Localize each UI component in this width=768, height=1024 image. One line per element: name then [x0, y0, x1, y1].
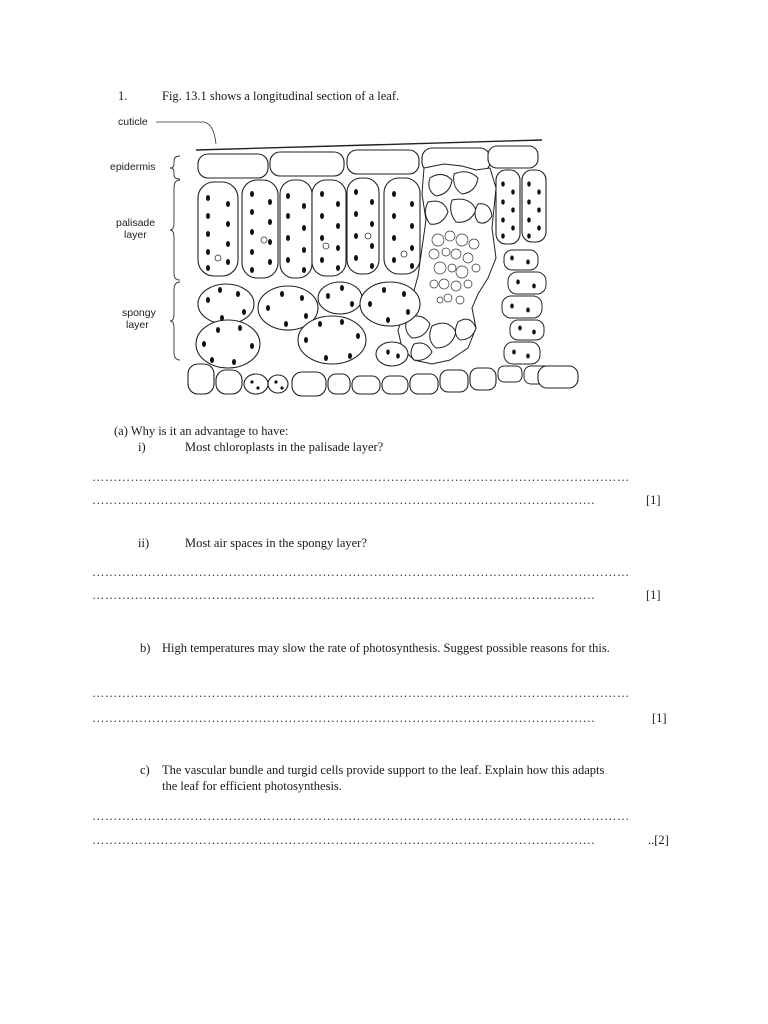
part-a-i-number: i) — [138, 440, 146, 454]
answer-line[interactable]: ………………………………………………………………………………………………………. — [92, 833, 595, 847]
label-cuticle: cuticle — [118, 116, 148, 128]
mark-allocation: [1] — [652, 711, 667, 725]
part-c-question-line2: the leaf for efficient photosynthesis. — [162, 779, 342, 793]
label-epidermis: epidermis — [110, 161, 156, 173]
question-stem: Fig. 13.1 shows a longitudinal section of a leaf. — [162, 89, 400, 103]
label-palisade-1: palisade — [116, 217, 156, 229]
mark-allocation: ..[2] — [648, 833, 669, 847]
answer-line[interactable]: ………………………………………………………………………………………………………. — [92, 493, 595, 507]
part-a-lead: (a) Why is it an advantage to have: — [114, 424, 289, 438]
answer-line[interactable]: ……………………………………………………………………………………………………………… — [92, 809, 630, 823]
part-c-label: c) — [140, 763, 150, 777]
mark-allocation: [1] — [646, 588, 661, 602]
mark-allocation: [1] — [646, 493, 661, 507]
part-a-i-question: Most chloroplasts in the palisade layer? — [185, 440, 384, 454]
label-palisade-2: layer — [124, 229, 147, 241]
part-a-ii-question: Most air spaces in the spongy layer? — [185, 536, 367, 550]
answer-line[interactable]: ……………………………………………………………………………………………………………… — [92, 470, 630, 484]
answer-line[interactable]: ………………………………………………………………………………………………………. — [92, 588, 595, 602]
part-b-question: High temperatures may slow the rate of photosynthesis. Suggest possible reasons for this. — [162, 641, 610, 655]
leaf-section-figure — [92, 108, 588, 410]
part-c-question-line1: The vascular bundle and turgid cells provide support to the leaf. Explain how this adapts — [162, 763, 605, 777]
answer-line[interactable]: ……………………………………………………………………………………………………………… — [92, 565, 630, 579]
label-spongy-2: layer — [126, 319, 149, 331]
answer-line[interactable]: ……………………………………………………………………………………………………………… — [92, 686, 630, 700]
part-b-label: b) — [140, 641, 151, 655]
question-number: 1. — [118, 89, 128, 103]
answer-line[interactable]: ………………………………………………………………………………………………………. — [92, 711, 595, 725]
label-spongy-1: spongy — [122, 307, 156, 319]
part-a-ii-number: ii) — [138, 536, 150, 550]
